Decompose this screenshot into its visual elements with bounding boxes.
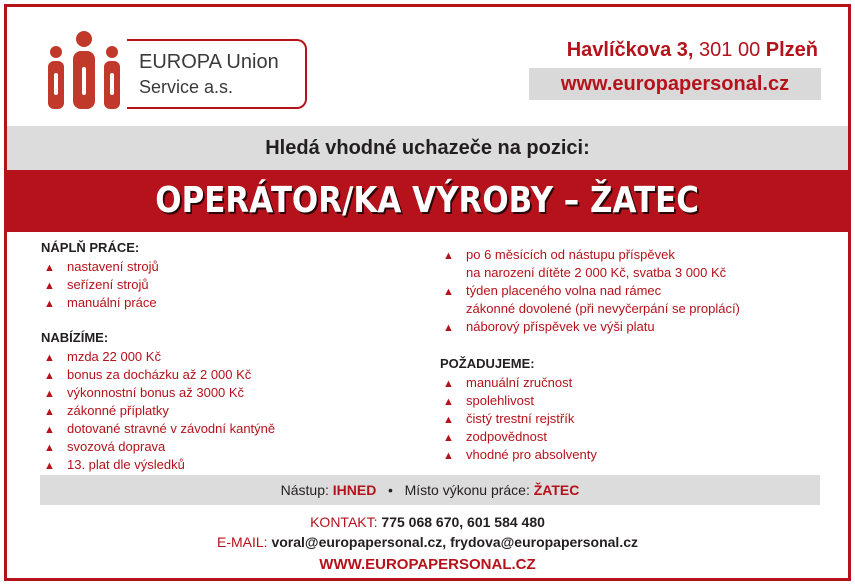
triangle-up-icon: ▲ xyxy=(44,442,55,454)
list-item: ▲ výkonnostní bonus až 3000 Kč xyxy=(41,384,421,402)
logo-line2: Service a.s. xyxy=(139,77,234,97)
job-title: OPERÁTOR/KA VÝROBY – ŽATEC xyxy=(155,180,700,221)
separator-dot: • xyxy=(388,482,393,498)
list-item: ▲ nastavení strojů xyxy=(41,258,421,276)
napln-list xyxy=(41,258,421,312)
website-link[interactable]: WWW.EUROPAPERSONAL.CZ xyxy=(319,556,536,573)
place-value: ŽATEC xyxy=(533,482,580,498)
list-item: ▲ vhodné pro absolventy xyxy=(440,446,840,464)
list-item: ▲ dotované stravné v závodní kantýně xyxy=(41,420,421,438)
list-item: ▲ seřízení strojů xyxy=(41,276,421,294)
list-item: ▲ po 6 měsících od nástupu příspěvek na narození dítěte 2 000 Kč, svatba 3 000 Kč xyxy=(443,247,727,280)
address-street: Havlíčkova 3, xyxy=(566,39,694,61)
list-item: ▲ zodpovědnost xyxy=(440,428,840,446)
list-item: ▲ týden placeného volna nad rámec zákonné dovolené (při nevyčerpání se proplácí) xyxy=(443,283,740,316)
email-value[interactable]: voral@europapersonal.cz, frydova@europapersonal.cz xyxy=(271,534,638,550)
start-info xyxy=(40,475,820,505)
triangle-up-icon: ▲ xyxy=(44,298,55,310)
triangle-up-icon: ▲ xyxy=(44,388,55,400)
triangle-up-icon: ▲ xyxy=(44,406,55,418)
start-value: IHNED xyxy=(332,482,377,498)
contact-email xyxy=(7,534,848,550)
triangle-up-icon: ▲ xyxy=(443,250,454,262)
title-band xyxy=(7,170,848,232)
pozadujeme-heading: POŽADUJEME: xyxy=(440,356,535,371)
list-item: ▲ svozová doprava xyxy=(41,438,421,456)
list-item: ▲ mzda 22 000 Kč xyxy=(41,348,421,366)
nabizime-heading: NABÍZÍME: xyxy=(41,330,109,345)
poster-frame xyxy=(4,4,851,581)
logo-border xyxy=(127,39,307,109)
email-label: E-MAIL: xyxy=(217,534,268,550)
company-address xyxy=(567,39,818,62)
place-label: Místo výkonu práce: xyxy=(404,482,530,498)
address-zip: 301 00 xyxy=(699,39,761,61)
phone-label: KONTAKT: xyxy=(310,514,378,530)
people-logo-icon xyxy=(39,29,129,113)
website-top[interactable]: www.europapersonal.cz xyxy=(529,68,821,100)
triangle-up-icon: ▲ xyxy=(44,460,55,472)
list-item: ▲ čistý trestní rejstřík xyxy=(440,410,840,428)
contact-web xyxy=(7,556,848,573)
logo-line1: EUROPA Union xyxy=(139,51,279,73)
start-label: Nástup: xyxy=(280,482,329,498)
triangle-up-icon: ▲ xyxy=(44,352,55,364)
triangle-up-icon: ▲ xyxy=(44,262,55,274)
list-item: ▲ manuální zručnost xyxy=(440,374,840,392)
triangle-up-icon: ▲ xyxy=(443,322,454,334)
list-item: ▲ manuální práce xyxy=(41,294,421,312)
triangle-up-icon: ▲ xyxy=(443,414,454,426)
address-city: Plzeň xyxy=(765,39,818,61)
triangle-up-icon: ▲ xyxy=(44,424,55,436)
benefits-list xyxy=(440,246,840,336)
left-column xyxy=(41,240,421,474)
list-item: ▲ náborový příspěvek ve výši platu xyxy=(440,318,840,336)
list-item: ▲ bonus za docházku až 2 000 Kč xyxy=(41,366,421,384)
nabizime-list xyxy=(41,348,421,474)
subtitle: Hledá vhodné uchazeče na pozici: xyxy=(7,126,848,170)
contact-phone xyxy=(7,514,848,530)
triangle-up-icon: ▲ xyxy=(443,286,454,298)
pozadujeme-list xyxy=(440,374,840,464)
phone-value[interactable]: 775 068 670, 601 584 480 xyxy=(381,514,545,530)
list-item: ▲ zákonné příplatky xyxy=(41,402,421,420)
triangle-up-icon: ▲ xyxy=(443,450,454,462)
company-logo xyxy=(39,29,309,113)
triangle-up-icon: ▲ xyxy=(44,280,55,292)
napln-heading: NÁPLŇ PRÁCE: xyxy=(41,240,140,255)
list-item: ▲ spolehlivost xyxy=(440,392,840,410)
triangle-up-icon: ▲ xyxy=(443,396,454,408)
triangle-up-icon: ▲ xyxy=(443,432,454,444)
list-item: ▲ 13. plat dle výsledků xyxy=(41,456,421,474)
triangle-up-icon: ▲ xyxy=(443,378,454,390)
triangle-up-icon: ▲ xyxy=(44,370,55,382)
right-column xyxy=(440,246,840,464)
